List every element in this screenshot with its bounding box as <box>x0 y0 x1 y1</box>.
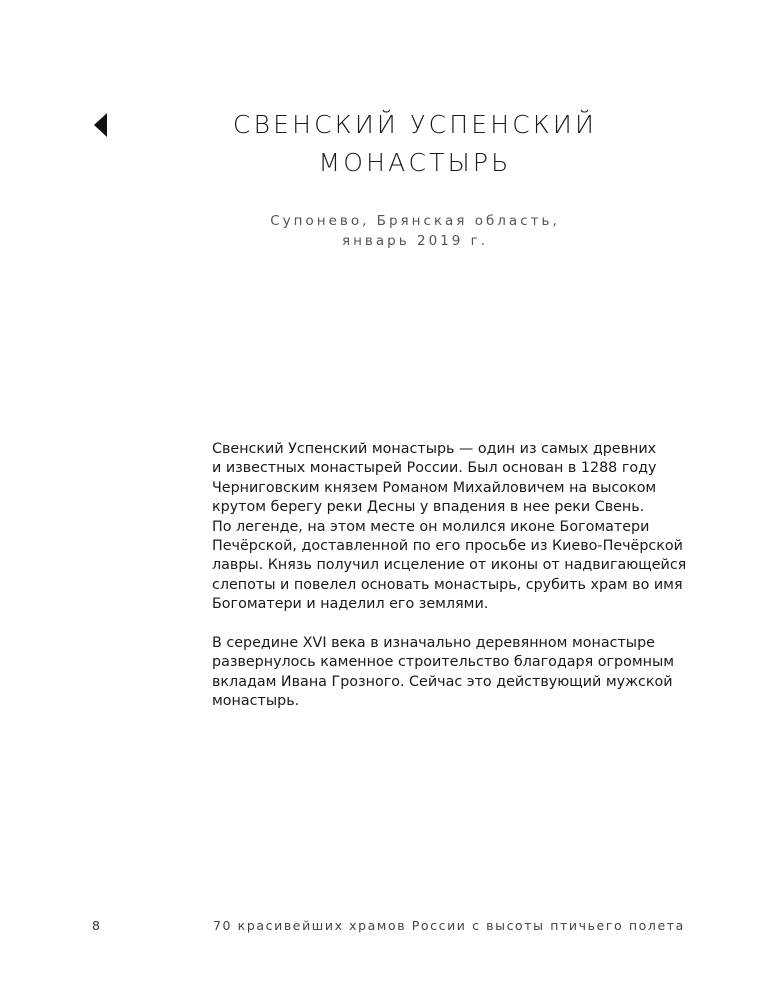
paragraph-1-line: Богоматери и наделил его землями. <box>212 596 489 613</box>
paragraph-1 <box>212 440 712 615</box>
paragraph-2-line: развернулось каменное строительство благодаря огромным <box>212 654 675 671</box>
paragraph-2-line: монастырь. <box>212 693 300 710</box>
paragraph-2-line: В середине XVI века в изначально деревянном монастыре <box>212 635 655 652</box>
paragraph-1-line: крутом берегу реки Десны у впадения в нее реки Свень. <box>212 499 645 516</box>
paragraph-1-line: слепоты и повелел основать монастырь, срубить храм во имя <box>212 576 683 593</box>
paragraph-1-line: лавры. Князь получил исцеление от иконы от надвигающейся <box>212 557 687 574</box>
paragraph-1-line: Свенский Успенский монастырь — один из самых древних <box>212 441 657 457</box>
location-date-subtitle <box>160 211 670 251</box>
subtitle-line-1: Супонево, Брянская область, <box>270 213 560 229</box>
page-title-line-1: СВЕНСКИЙ УСПЕНСКИЙ <box>232 110 598 139</box>
running-footer-book-title: 70 красивейших храмов России с высоты птичьего полета <box>213 918 685 933</box>
paragraph-1-line: Черниговским князем Романом Михайловичем на высоком <box>212 479 657 496</box>
paragraph-1-line: По легенде, на этом месте он молился иконе Богоматери <box>212 518 650 535</box>
page-title <box>60 106 762 182</box>
article-body <box>212 440 712 731</box>
page-title-line-2: МОНАСТЫРЬ <box>318 148 512 177</box>
paragraph-2 <box>212 634 712 712</box>
subtitle-line-2: январь 2019 г. <box>341 233 489 249</box>
page-number: 8 <box>92 918 100 933</box>
paragraph-2-line: вкладам Ивана Грозного. Сейчас это действующий мужской <box>212 673 673 690</box>
paragraph-1-line: и известных монастырей России. Был основан в 1288 году <box>212 460 657 477</box>
paragraph-1-line: Печёрской, доставленной по его просьбе из Киево-Печёрской <box>212 538 683 555</box>
